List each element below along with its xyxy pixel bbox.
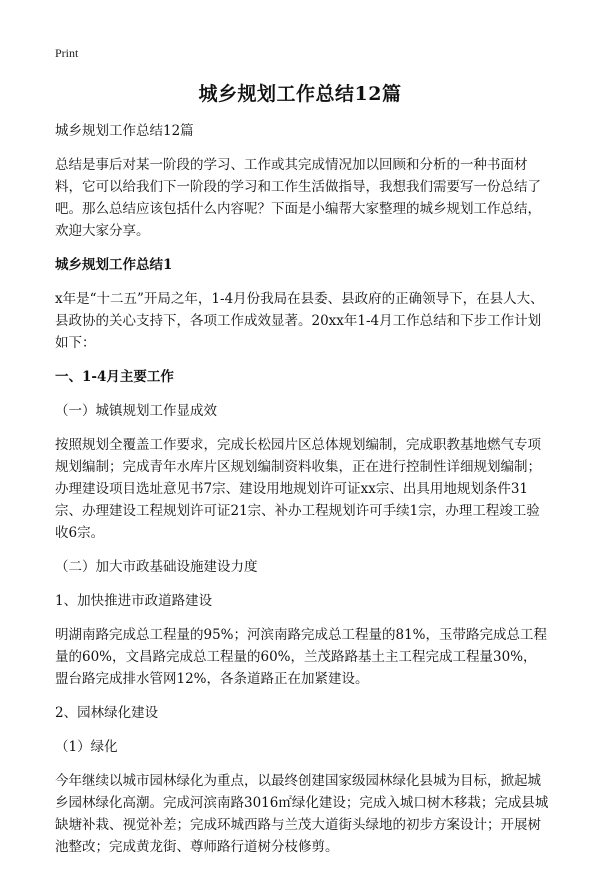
body-paragraph: 今年继续以城市园林绿化为重点，以最终创建国家级园林绿化县城为目标，掀起城乡园林绿化高潮。完成河滨南路3016㎡绿化建设；完成入城口树木移栽；完成县城缺塘补栽、视觉补差；完成环城西路与兰茂大道街头绿地的初步方案设计；开展树池整改；完成黄龙街、尊师路行道树分枝修剪。 <box>55 773 549 855</box>
print-link[interactable]: Print <box>55 46 79 60</box>
item-heading: 2、园林绿化建设 <box>55 705 159 721</box>
subsection-heading: （二）加大市政基础设施建设力度 <box>55 559 258 575</box>
item-heading: （1）绿化 <box>55 739 118 755</box>
subsection-heading: （一）城镇规划工作显成效 <box>55 403 217 419</box>
document-body <box>55 120 550 870</box>
section-heading: 一、1-4月主要工作 <box>55 369 174 385</box>
item-heading: 1、加快推进市政道路建设 <box>55 593 213 609</box>
page-title: 城乡规划工作总结12篇 <box>198 83 402 105</box>
body-paragraph: 按照规划全覆盖工作要求，完成长松园片区总体规划编制，完成职教基地燃气专项规划编制；完成青年水库片区规划编制资料收集，正在进行控制性详细规划编制；办理建设项目选址意见书7宗、建设用地规划许可证xx宗、出具用地规划条件31宗、办理建设工程规划许可证21宗、补办工程规划许可手续1宗，办理工程竣工验收6宗。 <box>55 437 541 541</box>
subtitle-paragraph: 城乡规划工作总结12篇 <box>55 123 194 139</box>
intro-paragraph: 总结是事后对某一阶段的学习、工作或其完成情况加以回顾和分析的一种书面材料，它可以给我们下一阶段的学习和工作生活做指导，我想我们需要写一份总结了吧。那么总结应该包括什么内容呢？下面是小编帮大家整理的城乡规划工作总结，欢迎大家分享。 <box>55 157 541 239</box>
body-paragraph: x年是“十二五”开局之年，1-4月份我局在县委、县政府的正确领导下，在县人大、县政协的关心支持下，各项工作成效显著。20xx年1-4月工作总结和下步工作计划如下： <box>55 291 544 351</box>
body-paragraph: 明湖南路完成总工程量的95%；河滨南路完成总工程量的81%，玉带路完成总工程量的60%，文昌路完成总工程量的60%，兰茂路路基土主工程完成工程量30%，盟台路完成排水管网12%，各条道路正在加紧建设。 <box>55 627 548 687</box>
section-heading: 城乡规划工作总结1 <box>55 257 173 273</box>
